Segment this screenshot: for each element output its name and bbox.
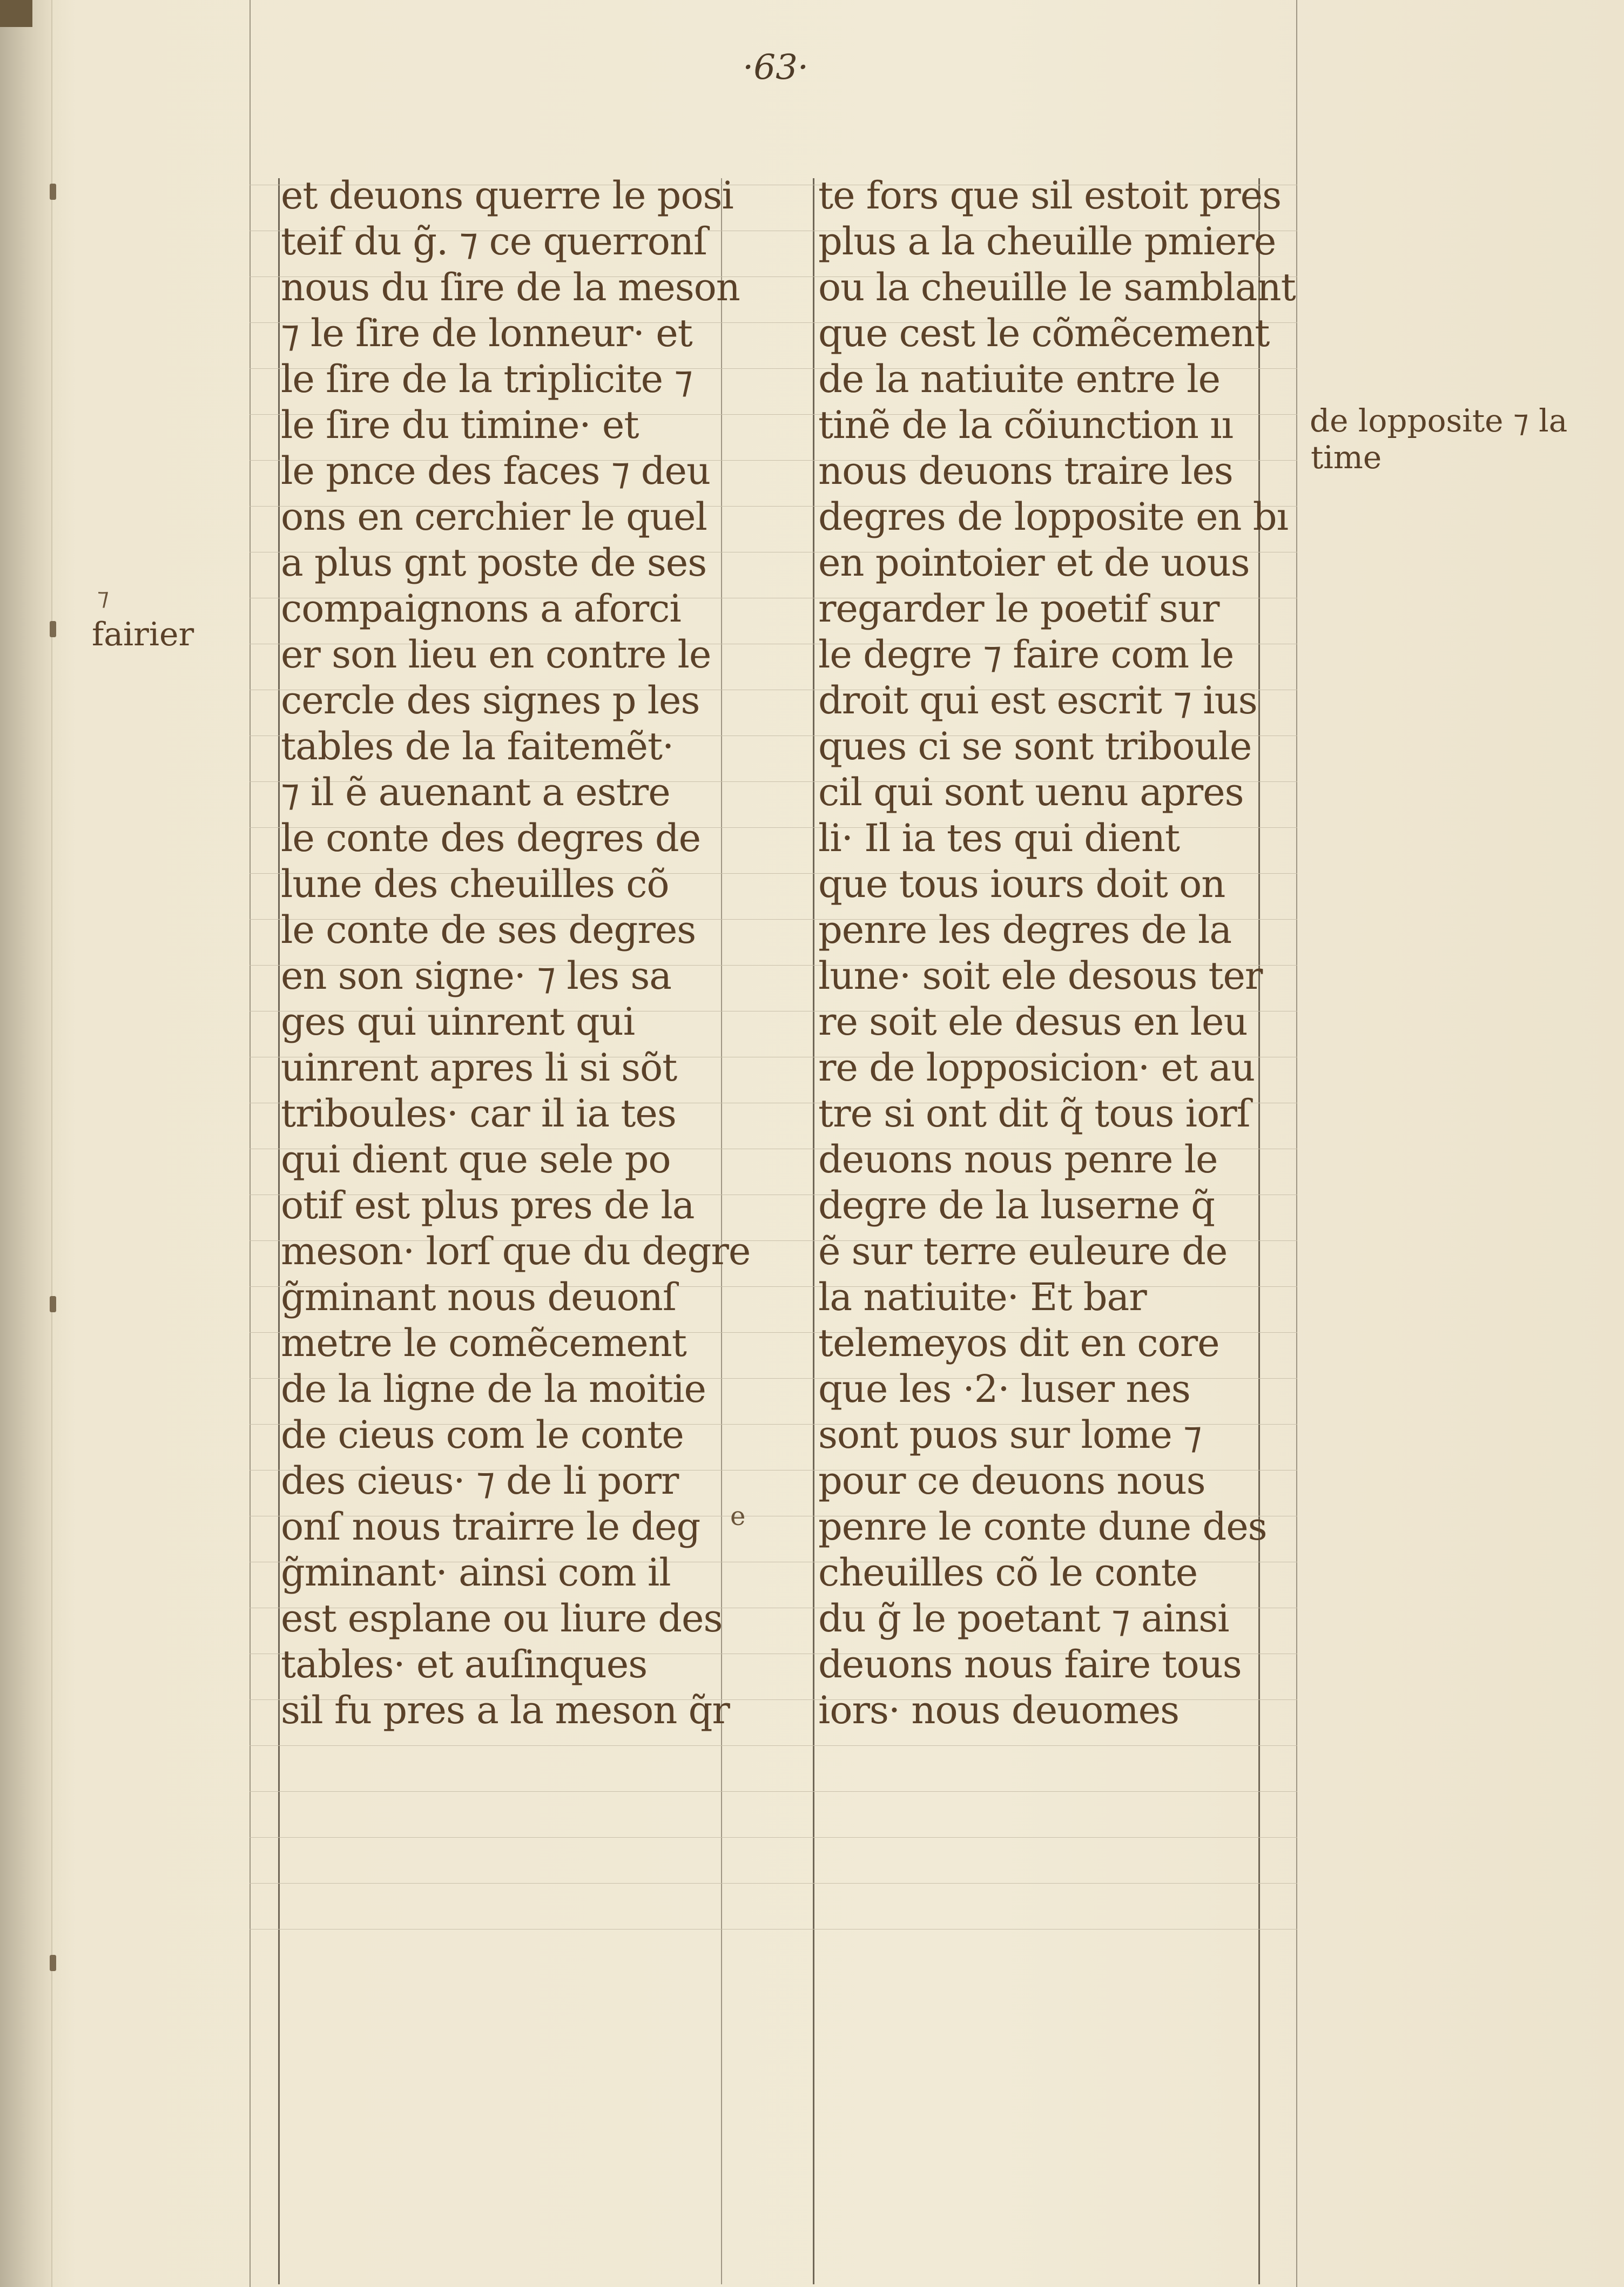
text-line: meson· lorſ que du degre xyxy=(281,1229,751,1273)
text-column-left xyxy=(281,173,767,1733)
text-line: ⁊ le ſire de lonneur· et xyxy=(281,311,692,355)
text-line: sont puos sur lome ⁊ xyxy=(818,1413,1202,1457)
text-line: er son lieu en contre le xyxy=(281,632,711,677)
text-line: le pnce des faces ⁊ deu xyxy=(281,449,711,493)
sewing-mark xyxy=(50,1955,56,1971)
text-line: tables· et auſinques xyxy=(281,1642,648,1686)
text-line: qui dient que sele po xyxy=(281,1137,671,1182)
text-line: de cieus com le conte xyxy=(281,1413,684,1457)
ruling-line-horizontal xyxy=(250,1837,1297,1838)
text-line: de la natiuite entre le xyxy=(818,357,1221,401)
text-line: nous du ſire de la meson xyxy=(281,265,740,309)
folio-number: ·63· xyxy=(743,48,809,87)
text-line: uinrent apres li si sõt xyxy=(281,1045,677,1090)
text-line: onſ nous trairre le deg xyxy=(281,1505,700,1549)
text-line: ques ci se sont triboule xyxy=(818,724,1252,768)
margin-mark-left: ⁊ xyxy=(97,583,109,611)
text-line: que tous iours doit on xyxy=(818,862,1225,906)
text-line: re soit ele desus en leu xyxy=(818,1000,1248,1044)
text-line: ges qui uinrent qui xyxy=(281,1000,635,1044)
text-line: la natiuite· Et bar xyxy=(818,1275,1147,1319)
ruling-line-vertical xyxy=(278,178,280,2284)
text-line: telemeyos dit en core xyxy=(818,1321,1219,1365)
text-line: et deuons querre le posi xyxy=(281,173,733,218)
text-line: du g̃ le poetant ⁊ ainsi xyxy=(818,1596,1229,1641)
text-line: penre les degres de la xyxy=(818,908,1232,952)
text-line: otif est plus pres de la xyxy=(281,1183,695,1227)
text-line: g̃minant· ainsi com il xyxy=(281,1550,671,1595)
sewing-mark xyxy=(50,184,56,200)
text-line: deuons nous faire tous xyxy=(818,1642,1242,1686)
text-line: iors· nous deuomes xyxy=(818,1688,1180,1732)
text-line: tinẽ de la cõiunction ıı xyxy=(818,403,1234,447)
ruling-line-horizontal xyxy=(250,1929,1297,1930)
text-line: sil fu pres a la meson q̃r xyxy=(281,1688,730,1732)
text-line: lune des cheuilles cõ xyxy=(281,862,669,906)
margin-note-right-line: de lopposite ⁊ la xyxy=(1310,402,1568,439)
ruling-line-horizontal xyxy=(250,1745,1297,1746)
text-line: ou la cheuille le samblant xyxy=(818,265,1296,309)
ruling-line-vertical xyxy=(813,178,814,2284)
text-line: en pointoier et de uous xyxy=(818,541,1250,585)
text-line: regarder le poetif sur xyxy=(818,586,1219,631)
sewing-mark xyxy=(50,1296,56,1312)
text-line: metre le comẽcement xyxy=(281,1321,686,1365)
text-line: ẽ sur terre euleure de xyxy=(818,1229,1228,1273)
text-line: le conte des degres de xyxy=(281,816,701,860)
text-line: cil qui sont uenu apres xyxy=(818,770,1244,814)
spine-cap xyxy=(0,0,32,27)
ruling-line-vertical xyxy=(250,0,251,2287)
text-line: que les ·2· luser nes xyxy=(818,1367,1190,1411)
text-line: teif du g̃. ⁊ ce querronſ xyxy=(281,219,707,264)
text-line: lune· soit ele desous ter xyxy=(818,954,1263,998)
text-line: cheuilles cõ le conte xyxy=(818,1550,1198,1595)
margin-note-right xyxy=(1310,402,1612,476)
sewing-mark xyxy=(50,621,56,637)
text-line: pour ce deuons nous xyxy=(818,1459,1205,1503)
text-line: que cest le cõmẽcement xyxy=(818,311,1270,355)
text-column-right xyxy=(818,173,1304,1733)
text-line: te fors que sil estoit pres xyxy=(818,173,1282,218)
text-line: nous deuons traire les xyxy=(818,449,1233,493)
text-line: en son signe· ⁊ les sa xyxy=(281,954,671,998)
text-line: le ſire de la triplicite ⁊ xyxy=(281,357,693,401)
text-line: tables de la faitemẽt· xyxy=(281,724,674,768)
ruling-line-horizontal xyxy=(250,1883,1297,1884)
text-line: degres de lopposite en bı xyxy=(818,495,1288,539)
text-line: re de lopposicion· et au xyxy=(818,1045,1255,1090)
text-line: le conte de ses degres xyxy=(281,908,696,952)
text-line: cercle des signes p les xyxy=(281,678,700,723)
text-line: tre si ont dit q̃ tous iorſ xyxy=(818,1091,1250,1136)
margin-note-right-line: time xyxy=(1311,439,1382,476)
text-line: g̃minant nous deuonſ xyxy=(281,1275,676,1319)
text-line: a plus gnt poste de ses xyxy=(281,541,707,585)
text-line: est esplane ou liure des xyxy=(281,1596,723,1641)
text-line: des cieus· ⁊ de li porr xyxy=(281,1459,679,1503)
insertion-mark: e xyxy=(730,1501,746,1532)
text-line: de la ligne de la moitie xyxy=(281,1367,706,1411)
ruling-line-horizontal xyxy=(250,1791,1297,1792)
text-line: li· Il ia tes qui dient xyxy=(818,816,1180,860)
text-line: ⁊ il ẽ auenant a estre xyxy=(281,770,670,814)
text-line: compaignons a aforci xyxy=(281,586,681,631)
text-line: droit qui est escrit ⁊ ius xyxy=(818,678,1257,723)
text-line: deuons nous penre le xyxy=(818,1137,1218,1182)
binding-gutter xyxy=(0,0,52,2287)
text-line: degre de la luserne q̃ xyxy=(818,1183,1215,1227)
text-line: plus a la cheuille pmiere xyxy=(818,219,1276,264)
margin-note-left: fairier xyxy=(92,616,194,653)
text-line: le ſire du timine· et xyxy=(281,403,639,447)
text-line: triboules· car il ia tes xyxy=(281,1091,676,1136)
text-line: ons en cerchier le quel xyxy=(281,495,707,539)
text-line: penre le conte dune des xyxy=(818,1505,1267,1549)
text-line: le degre ⁊ faire com le xyxy=(818,632,1234,677)
